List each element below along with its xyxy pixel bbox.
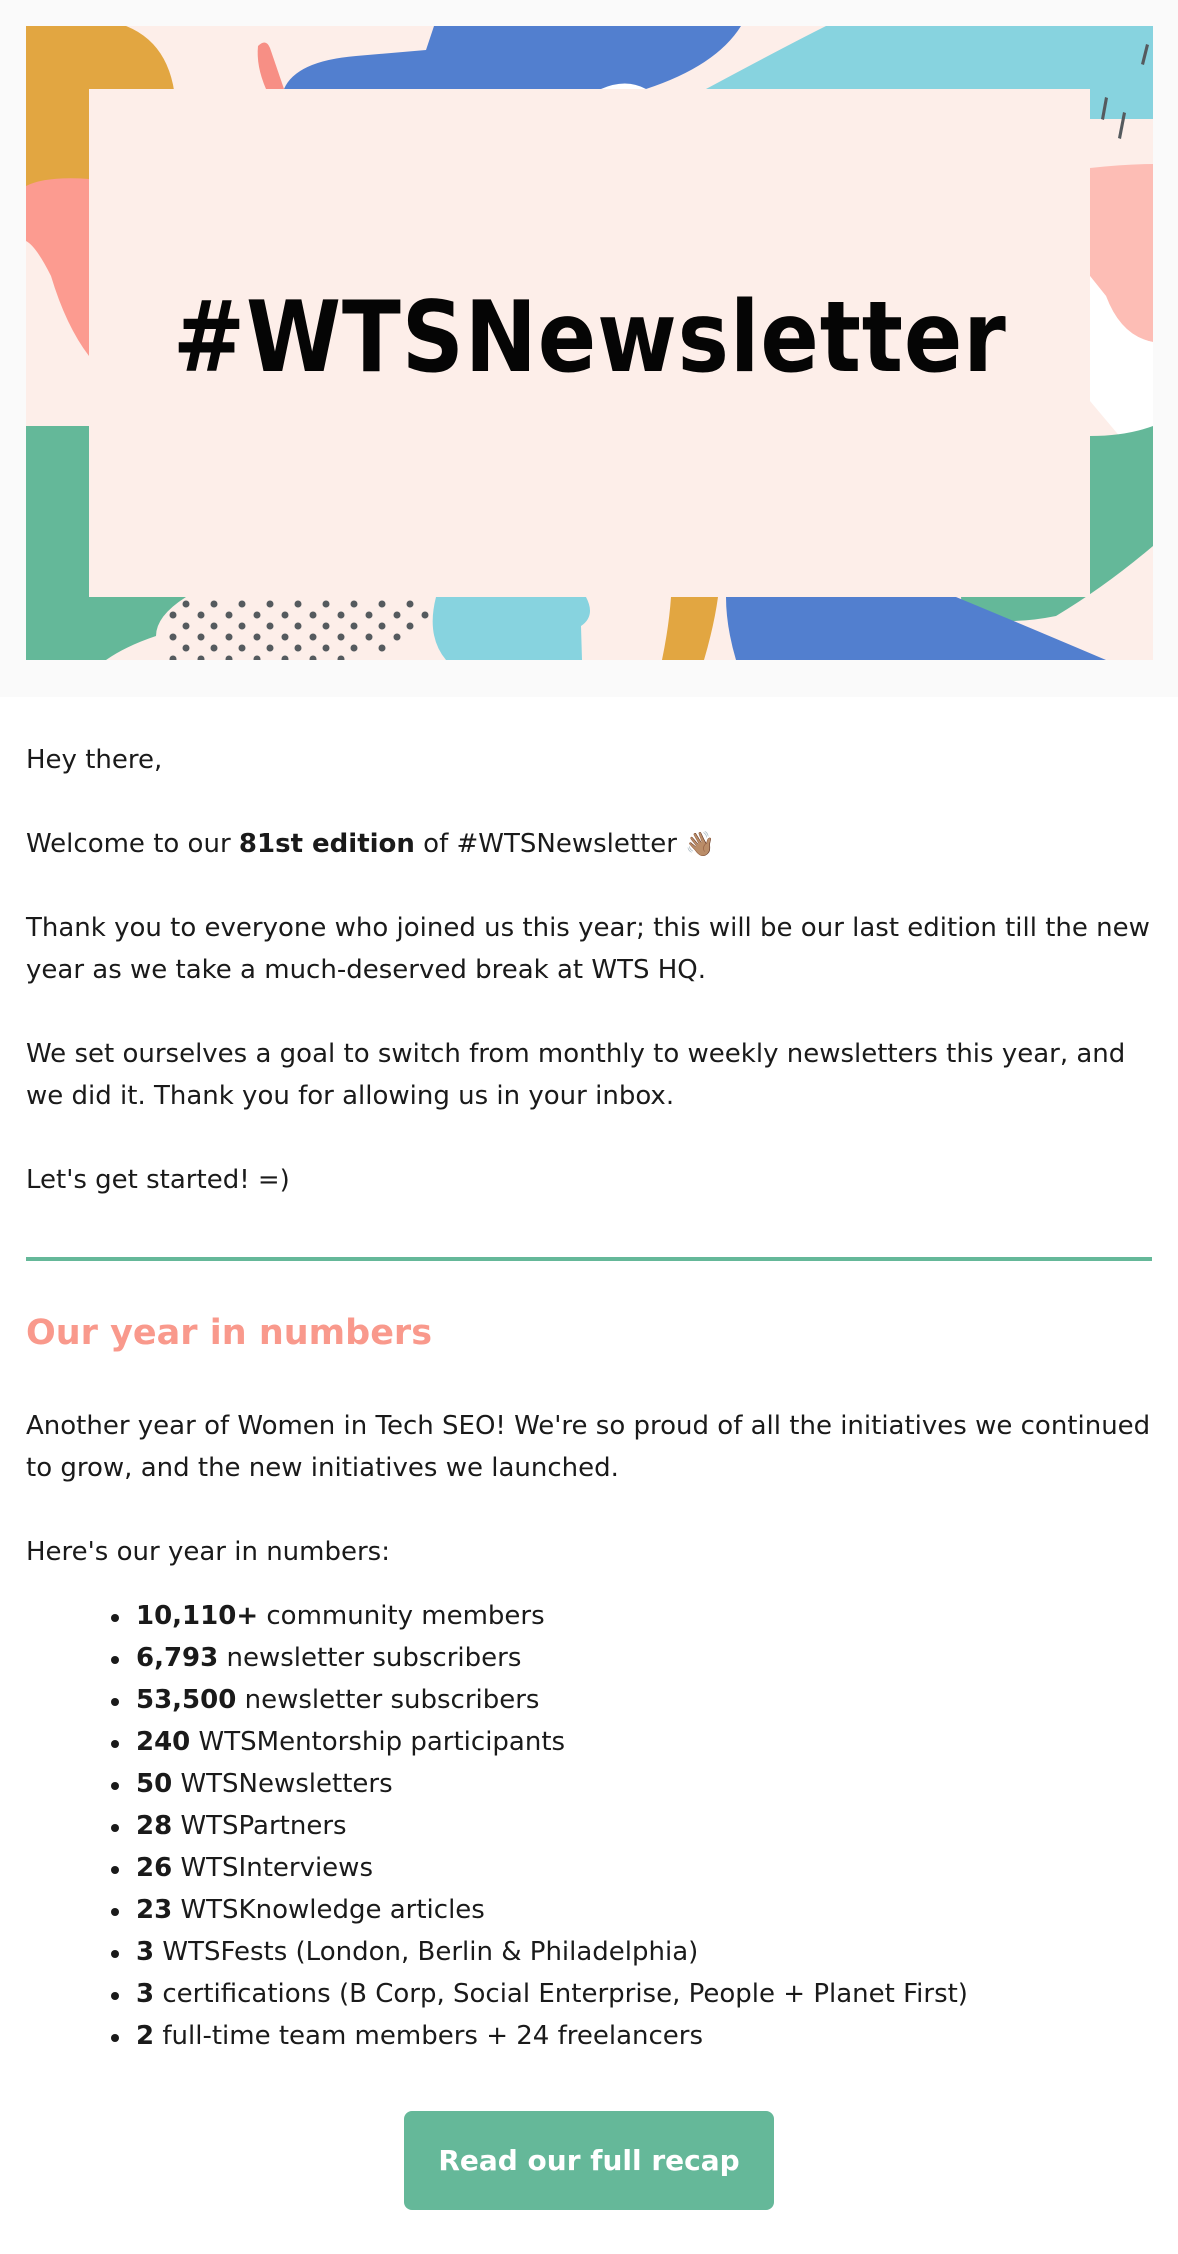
stat-label: WTSKnowledge articles [172, 1895, 485, 1925]
stat-label: full-time team members + 24 freelancers [154, 2021, 704, 2051]
hero-section [0, 0, 1178, 697]
stat-value: 10,110+ [136, 1601, 259, 1631]
stat-item [136, 1931, 1152, 1973]
stat-label: WTSInterviews [172, 1853, 373, 1883]
thanks-paragraph: Thank you to everyone who joined us this year; this will be our last edition till the new year as we take a much-deserved break at WTS HQ. [26, 913, 1150, 985]
banner-title-panel [89, 89, 1090, 597]
numbers-lead-text: Here's our year in numbers: [26, 1537, 390, 1567]
stat-label: newsletter subscribers [218, 1643, 522, 1673]
stat-value: 28 [136, 1811, 173, 1841]
goal-paragraph: We set ourselves a goal to switch from monthly to weekly newsletters this year, and we did it. Thank you for allowing us in your inbox. [26, 1039, 1126, 1111]
stat-item [136, 1595, 1152, 1637]
stat-value: 53,500 [136, 1685, 237, 1715]
start-text: Let's get started! =) [26, 1165, 290, 1195]
stat-label: newsletter subscribers [236, 1685, 540, 1715]
banner-title: #WTSNewsletter [172, 281, 1007, 395]
newsletter-body [0, 697, 1178, 2254]
stat-value: 23 [136, 1895, 173, 1925]
welcome-suffix: of #WTSNewsletter [414, 829, 686, 859]
stat-label: WTSMentorship participants [190, 1727, 566, 1757]
stat-value: 50 [136, 1769, 173, 1799]
stat-item [136, 1721, 1152, 1763]
cta-container [26, 2111, 1152, 2254]
stats-list [26, 1595, 1152, 2057]
stat-value: 6,793 [136, 1643, 219, 1673]
stat-item [136, 1847, 1152, 1889]
greeting-text: Hey there, [26, 745, 163, 775]
stat-label: certifications (B Corp, Social Enterprise, People + Planet First) [154, 1979, 968, 2009]
stat-value: 2 [136, 2021, 155, 2051]
stat-value: 240 [136, 1727, 191, 1757]
read-full-recap-button[interactable]: Read our full recap [404, 2111, 774, 2210]
stat-label: community members [258, 1601, 545, 1631]
stat-item [136, 1973, 1152, 2015]
stat-label: WTSFests (London, Berlin & Philadelphia) [154, 1937, 699, 1967]
stat-item [136, 1889, 1152, 1931]
stat-value: 26 [136, 1853, 173, 1883]
stat-value: 3 [136, 1979, 155, 2009]
numbers-intro-paragraph: Another year of Women in Tech SEO! We're so proud of all the initiatives we continued to grow, and the new initiatives we launched. [26, 1411, 1151, 1483]
stat-value: 3 [136, 1937, 155, 1967]
waving-hand-icon: 👋🏽 [685, 830, 716, 858]
stat-item [136, 1805, 1152, 1847]
newsletter-banner-image [26, 26, 1153, 660]
stat-item [136, 1763, 1152, 1805]
welcome-prefix: Welcome to our [26, 829, 239, 859]
section-divider [26, 1257, 1152, 1261]
stat-item [136, 2015, 1152, 2057]
stat-item [136, 1637, 1152, 1679]
stat-item [136, 1679, 1152, 1721]
edition-number: 81st edition [238, 829, 415, 859]
stat-label: WTSPartners [172, 1811, 347, 1841]
stat-label: WTSNewsletters [172, 1769, 393, 1799]
welcome-text [26, 823, 1152, 865]
section-heading-year-in-numbers: Our year in numbers [26, 1313, 433, 1353]
